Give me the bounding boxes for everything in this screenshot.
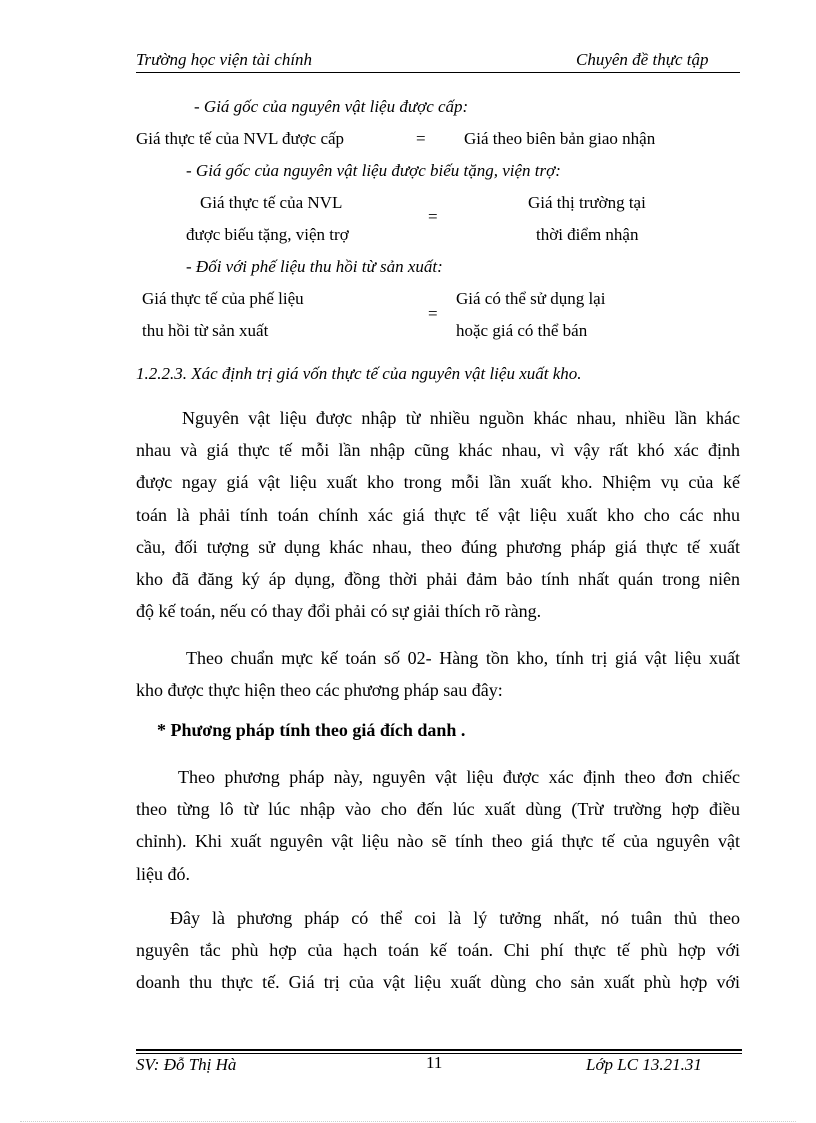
- paragraph-line: Theo phương pháp này, nguyên vật liệu được xác định theo đơn chiếc: [178, 767, 740, 787]
- footer-student: SV: Đỗ Thị Hà: [136, 1055, 237, 1074]
- formula1-equals: =: [416, 129, 426, 148]
- section-bieu-tang-title: - Giá gốc của nguyên vật liệu được biếu tặng, viện trợ:: [186, 161, 561, 180]
- paragraph-line: doanh thu thực tế. Giá trị của vật liệu xuất dùng cho sản xuất phù hợp với: [136, 972, 740, 993]
- section-gia-goc-duoc-cap-title: - Giá gốc của nguyên vật liệu được cấp:: [194, 97, 469, 116]
- formula2-rhs-line1: Giá thị trường tại: [528, 193, 646, 212]
- paragraph-line: được ngay giá vật liệu xuất kho trong mỗi lần xuất kho. Nhiệm vụ của kế: [136, 472, 740, 493]
- paragraph-line: toán là phải tính toán chính xác giá thực tế vật liệu xuất kho cho các nhu: [136, 504, 740, 525]
- footer-class: Lớp LC 13.21.31: [586, 1055, 702, 1074]
- paragraph-2: [136, 642, 740, 706]
- method-heading: * Phương pháp tính theo giá đích danh .: [157, 720, 466, 740]
- formula3-equals: =: [428, 304, 438, 323]
- header-school: Trường học viện tài chính: [136, 50, 313, 69]
- section-phe-lieu-title: - Đối với phế liệu thu hồi từ sản xuất:: [186, 257, 443, 276]
- paragraph-1: [136, 402, 740, 627]
- footer-rule-thick: [136, 1049, 742, 1051]
- formula3-lhs-line2: thu hồi từ sản xuất: [142, 321, 269, 340]
- formula2-equals: =: [428, 207, 438, 226]
- formula3-rhs-line2: hoặc giá có thể bán: [456, 321, 588, 340]
- formula1-lhs: Giá thực tế của NVL được cấp: [136, 129, 345, 148]
- formula2-lhs-line2: được biếu tặng, viện trợ: [186, 225, 349, 244]
- formula3-lhs-line1: Giá thực tế của phế liệu: [142, 289, 304, 308]
- paragraph-line: kho được thực hiện theo các phương pháp sau đây:: [136, 680, 503, 701]
- paragraph-line: kho đã đăng ký áp dụng, đồng thời phải đảm bảo tính nhất quán trong niên: [136, 569, 740, 590]
- formula3-rhs-line1: Giá có thể sử dụng lại: [456, 289, 606, 308]
- paragraph-line: nhau và giá thực tế mỗi lần nhập cũng khác nhau, vì vậy rất khó xác định: [136, 440, 740, 461]
- paragraph-line: Đây là phương pháp có thể coi là lý tưởng nhất, nó tuân thủ theo: [170, 908, 740, 928]
- formula2-lhs-line1: Giá thực tế của NVL: [200, 193, 343, 212]
- paragraph-line: Theo chuẩn mực kế toán số 02- Hàng tồn kho, tính trị giá vật liệu xuất: [186, 648, 740, 668]
- header-rule: [136, 72, 740, 73]
- header-title: Chuyên đề thực tập: [576, 50, 709, 69]
- paragraph-line: nguyên tắc phù hợp của hạch toán kế toán. Chi phí thực tế phù hợp với: [136, 940, 740, 961]
- formula2-rhs-line2: thời điểm nhận: [536, 225, 639, 244]
- paragraph-line: liệu đó.: [136, 863, 190, 884]
- paragraph-line: theo từng lô từ lúc nhập vào cho đến lúc xuất dùng (Trừ trường hợp điều: [136, 799, 740, 820]
- paragraph-4: [136, 902, 740, 999]
- paragraph-line: Nguyên vật liệu được nhập từ nhiều nguồn khác nhau, nhiều lần khác: [182, 408, 740, 428]
- formula1-rhs: Giá theo biên bản giao nhận: [464, 129, 656, 148]
- paragraph-line: cầu, đối tượng sử dụng khác nhau, theo đúng phương pháp giá thực tế xuất: [136, 536, 740, 557]
- page-edge-dotted-line: [20, 1121, 796, 1122]
- paragraph-3: [136, 761, 740, 890]
- subheading-1-2-2-3: 1.2.2.3. Xác định trị giá vốn thực tế của nguyên vật liệu xuất kho.: [136, 364, 582, 383]
- page-number: 11: [426, 1053, 443, 1072]
- paragraph-line: độ kế toán, nếu có thay đổi phải có sự giải thích rõ ràng.: [136, 601, 542, 622]
- paragraph-line: chỉnh). Khi xuất nguyên vật liệu nào sẽ tính theo giá thực tế của nguyên vật: [136, 831, 740, 852]
